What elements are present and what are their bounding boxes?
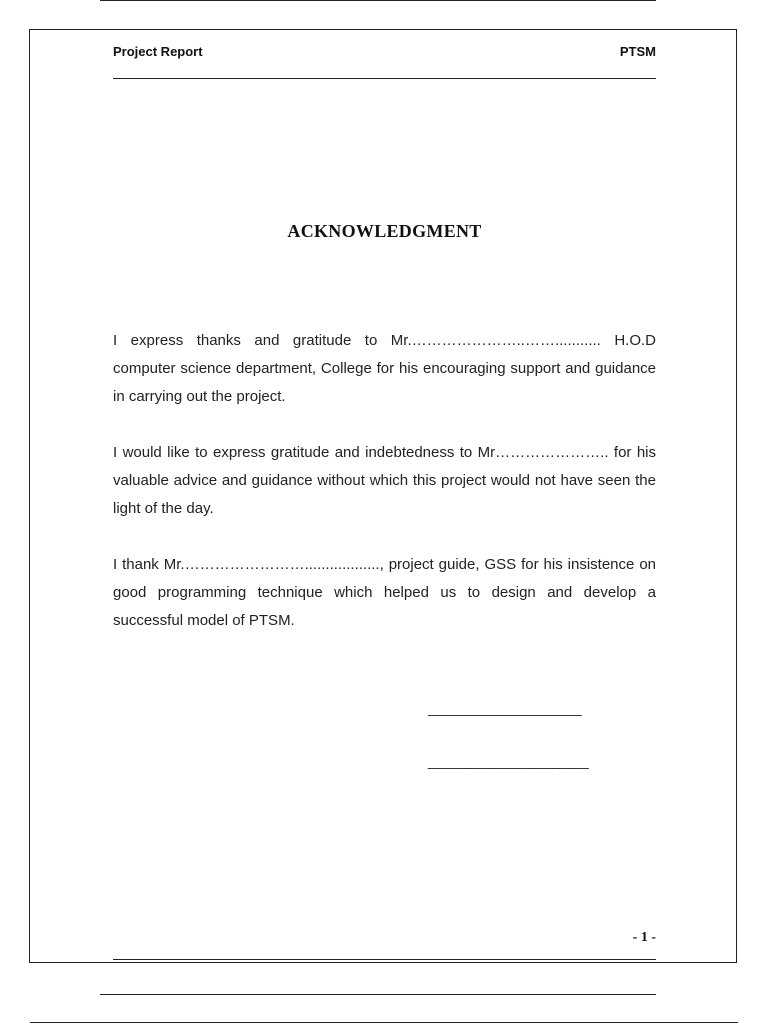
- paragraph-gratitude: I would like to express gratitude and indebtedness to Mr………………….. for his valuable advice and guidance without which this project would not have seen the light of the day.: [113, 444, 656, 517]
- paragraph-hod-thanks: I express thanks and gratitude to Mr.…………………..……........... H.O.D computer science department, College for his encouraging support and guidance in carrying out the project.: [113, 332, 656, 405]
- paragraph-project-guide: I thank Mr.…………………….................., project guide, GSS for his insistence on good programming technique which helped us to design and develop a successful model of PTSM.: [113, 556, 656, 629]
- bottom-edge-rule: [30, 1022, 738, 1023]
- signature-line-1: _____________________: [428, 700, 582, 716]
- bottom-outer-rule: [100, 994, 656, 995]
- top-outer-rule: [100, 0, 656, 1]
- header-document-title: Project Report: [113, 44, 203, 59]
- footer-rule: [113, 959, 656, 960]
- page-header: [113, 44, 656, 64]
- page-title: ACKNOWLEDGMENT: [287, 221, 482, 241]
- body-text: [113, 327, 656, 663]
- page-number: - 1 -: [632, 930, 656, 945]
- header-rule: [113, 78, 656, 79]
- header-project-name: PTSM: [619, 44, 656, 59]
- signature-line-2: ______________________: [428, 753, 589, 769]
